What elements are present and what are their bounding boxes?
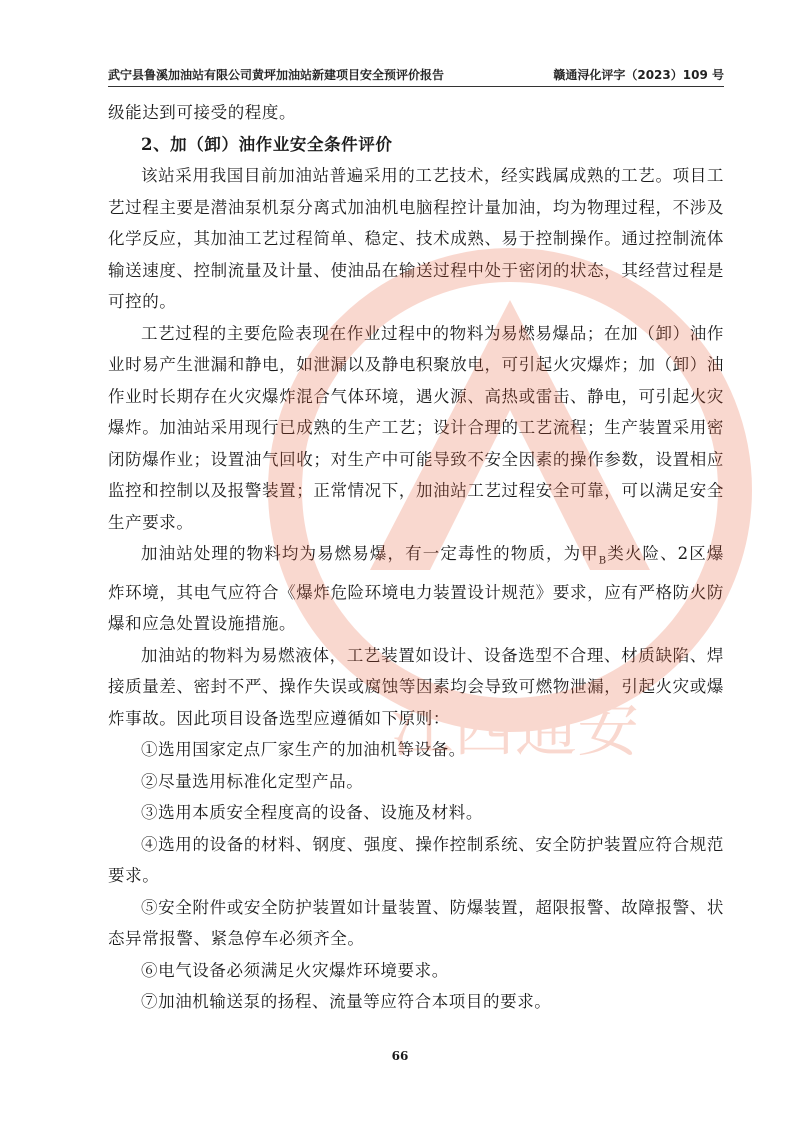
list-item: ①选用国家定点厂家生产的加油机等设备。	[141, 740, 466, 760]
header-report-title: 武宁县鲁溪加油站有限公司黄坪加油站新建项目安全预评价报告	[108, 68, 445, 82]
header-document-number: 赣通浔化评字（2023）109 号	[553, 68, 724, 82]
section-heading: 2、加（卸）油作业安全条件评价	[141, 134, 393, 154]
paragraph-process-technology: 该站采用我国目前加油站普遍采用的工艺技术，经实践属成熟的工艺。项目工艺过程主要是潜油泵机泵分离式加油机电脑程控计量加油，均为物理过程，不涉及化学反应，其加油工艺过程简单、稳定、技术成熟、易于控制操作。通过控制流体输送速度、控制流量及计量、使油品在输送过程中处于密闭的状态，其经营过程是可控的。	[108, 166, 724, 311]
paragraph-material-hazards-part2: 类火险、2区爆炸环境，其电气应符合《爆炸危险环境电力装置设计规范》要求，应有严格防火防爆和应急处置设施措施。	[108, 544, 724, 634]
list-item: ②尽量选用标准化定型产品。	[141, 771, 364, 791]
watermark-text: 江西通安	[390, 692, 640, 765]
page-number: 66	[391, 1049, 409, 1063]
list-item: ④选用的设备的材料、钢度、强度、操作控制系统、安全防护装置应符合规范要求。	[108, 834, 724, 886]
list-item: ⑦加油机输送泵的扬程、流量等应符合本项目的要求。	[141, 992, 552, 1012]
paragraph-continuation: 级能达到可接受的程度。	[108, 103, 297, 122]
paragraph-material-hazards-part1: 加油站处理的物料均为易燃易爆，有一定毒性的物质，为甲	[141, 544, 599, 563]
fire-class-subscript: B	[598, 555, 607, 567]
list-item: ⑤安全附件或安全防护装置如计量装置、防爆装置，超限报警、故障报警、状态异常报警、紧急停车必须齐全。	[108, 897, 724, 949]
document-body	[108, 97, 724, 1018]
list-item: ⑥电气设备必须满足火灾爆炸环境要求。	[141, 960, 449, 980]
paragraph-process-hazards: 工艺过程的主要危险表现在作业过程中的物料为易燃易爆品；在加（卸）油作业时易产生泄漏和静电，如泄漏以及静电积聚放电，可引起火灾爆炸；加（卸）油作业时长期存在火灾爆炸混合气体环境，遇火源、高热或雷击、静电，可引起火灾爆炸。加油站采用现行已成熟的生产工艺；设计合理的工艺流程；生产装置采用密闭防爆作业；设置油气回收；对生产中可能导致不安全因素的操作参数，设置相应监控和控制以及报警装置；正常情况下，加油站工艺过程安全可靠，可以满足安全生产要求。	[108, 323, 724, 532]
paragraph-equipment-selection: 加油站的物料为易燃液体，工艺装置如设计、设备选型不合理、材质缺陷、焊接质量差、密封不严、操作失误或腐蚀等因素均会导致可燃物泄漏，引起火灾或爆炸事故。因此项目设备选型应遵循如下原则：	[108, 645, 724, 728]
page-header	[108, 64, 724, 87]
list-item: ③选用本质安全程度高的设备、设施及材料。	[141, 803, 483, 823]
paragraph-material-hazards	[108, 538, 724, 640]
